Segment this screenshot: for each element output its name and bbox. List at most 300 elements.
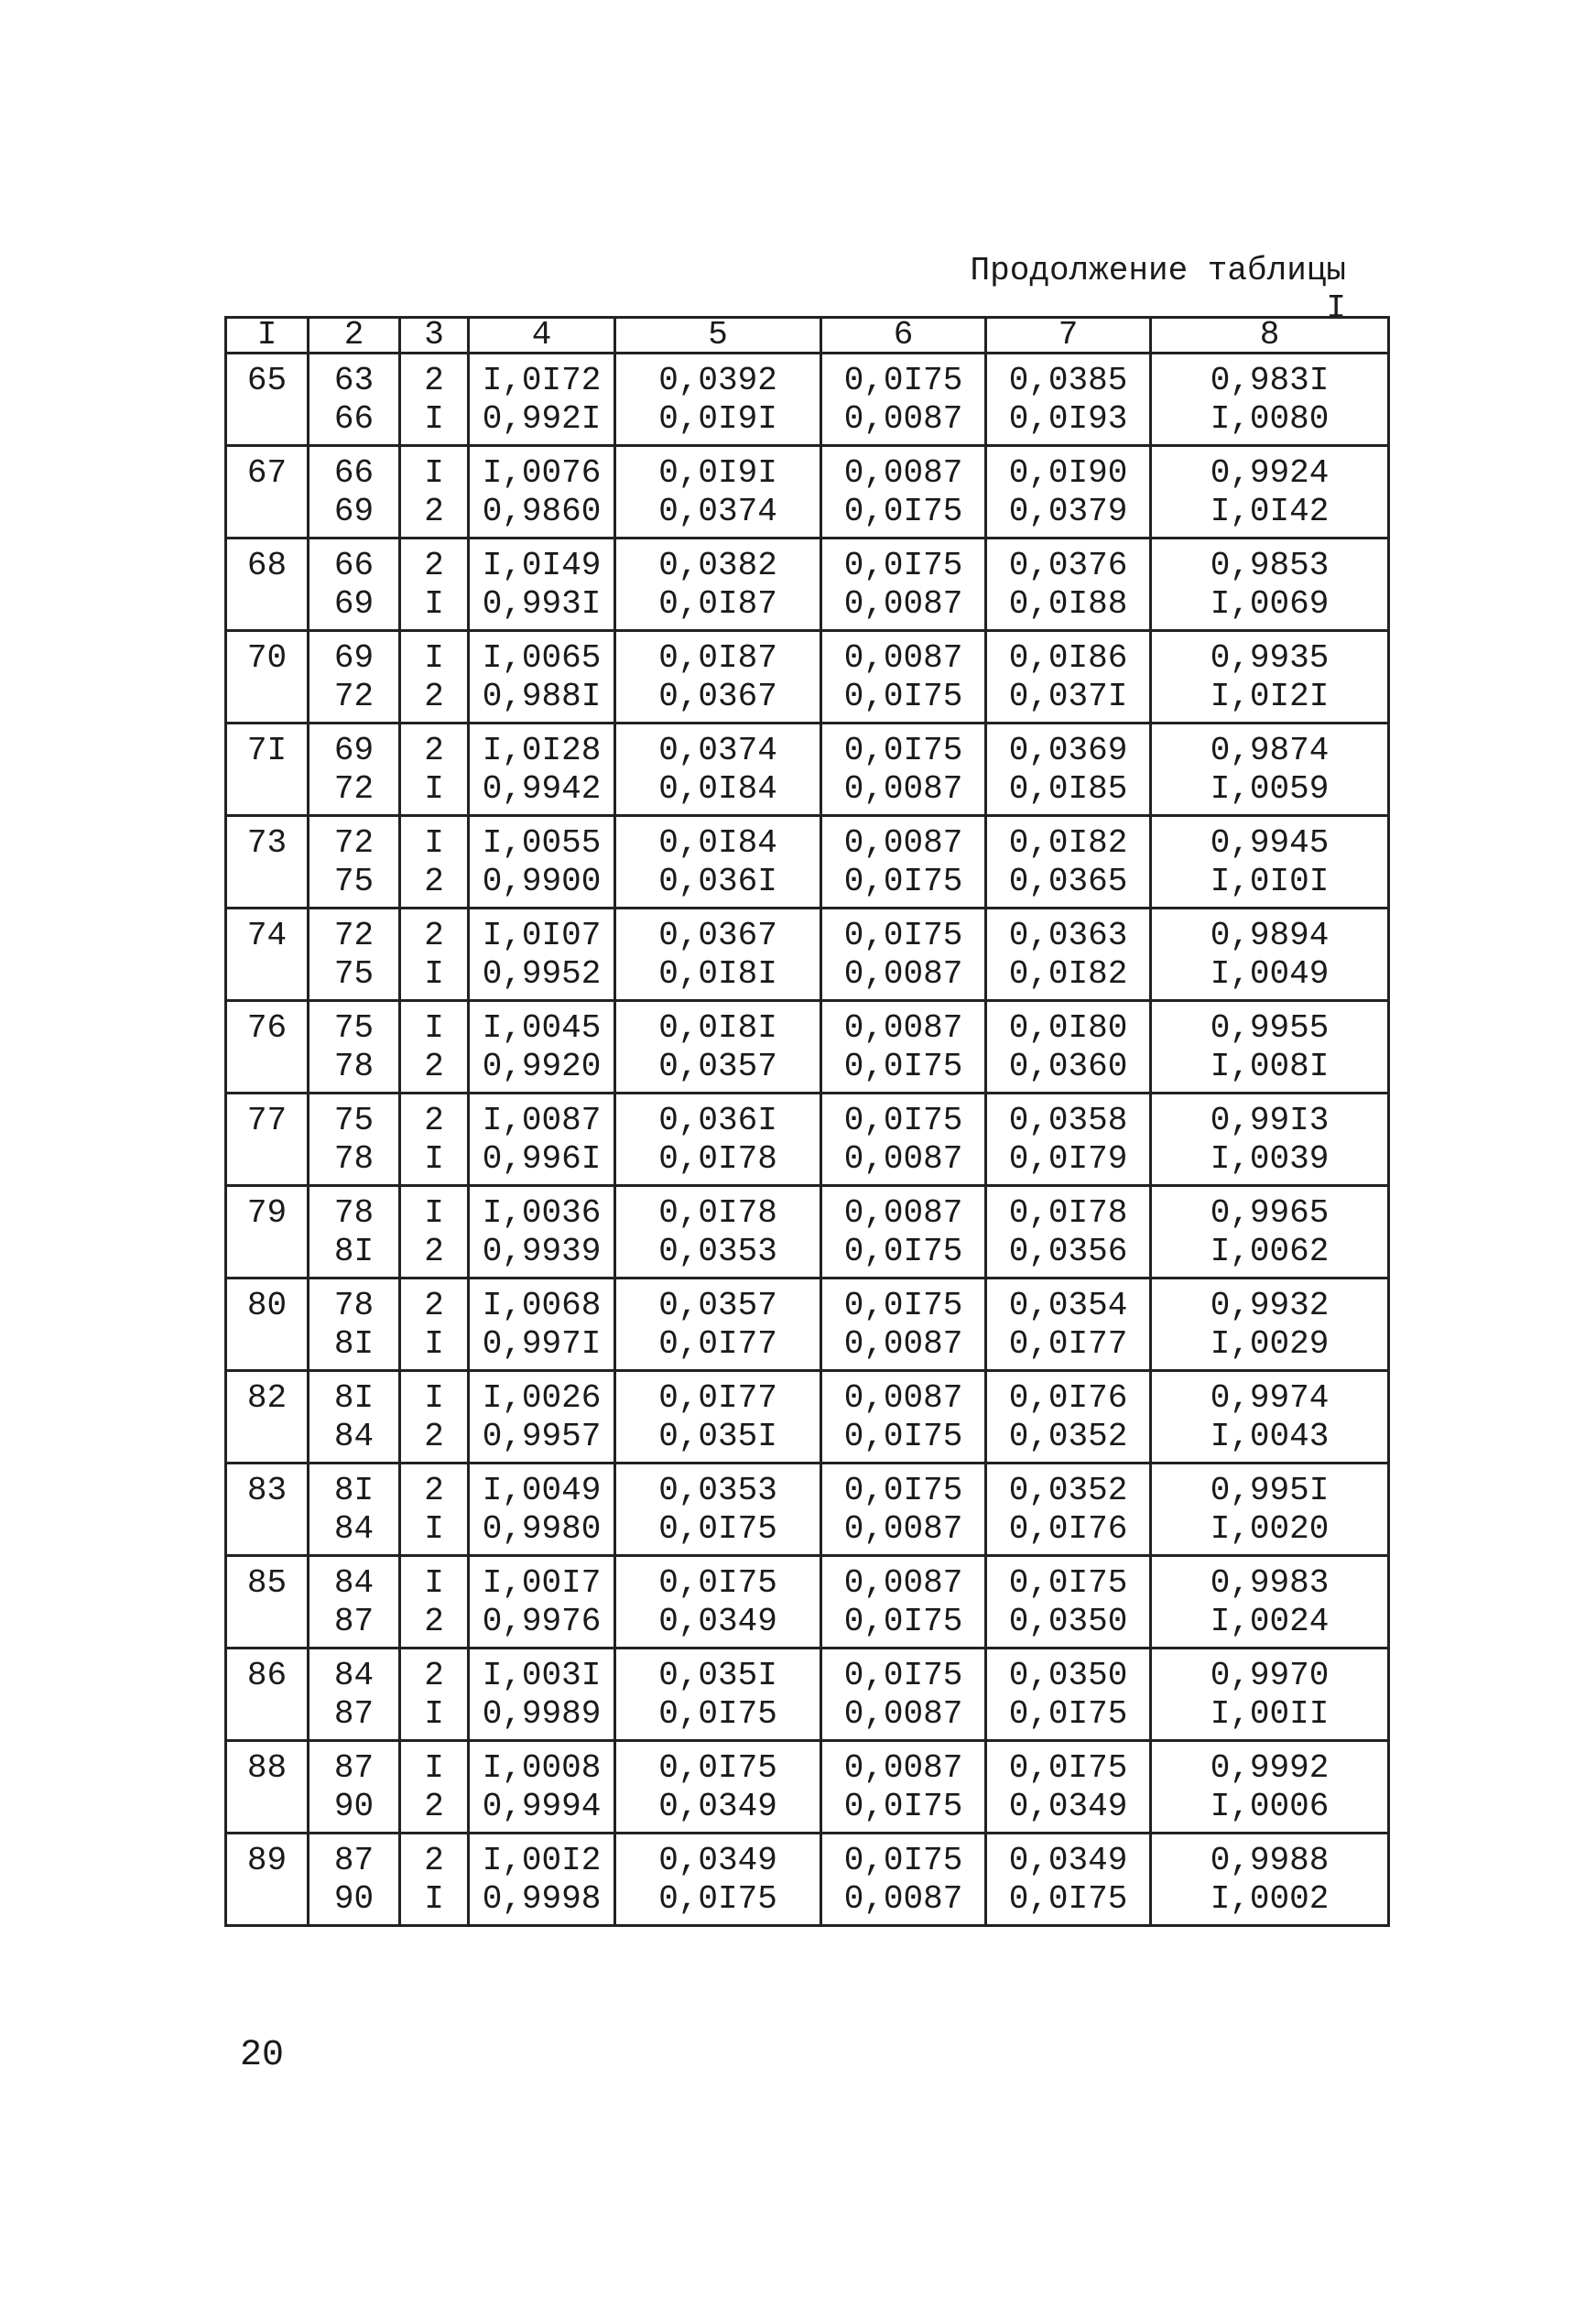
table-cell: [1151, 1001, 1389, 1094]
table-row: [226, 1649, 1389, 1741]
cell-value: 87: [333, 1842, 375, 1879]
table-cell: [986, 1186, 1151, 1279]
cell-value: I,0I72: [482, 362, 602, 399]
cell-value: 2: [424, 917, 444, 954]
cell-value: 90: [333, 1788, 375, 1825]
table-cell: [986, 1649, 1151, 1741]
cell-value: 0,0I75: [843, 1048, 963, 1085]
cell-value: 66: [333, 454, 375, 492]
cell-value: 0,0I82: [1008, 824, 1128, 862]
table-cell: [469, 1464, 615, 1556]
group-id-cell: 79: [226, 1186, 309, 1279]
cell-value: 0,0349: [1008, 1788, 1128, 1825]
cell-value: 0,037I: [1008, 678, 1128, 715]
table-cell: [309, 1371, 400, 1464]
table-cell: [469, 539, 615, 631]
table-cell: [309, 1186, 400, 1279]
cell-value: 0,0I75: [843, 1102, 963, 1139]
cell-value: 0,0353: [658, 1472, 777, 1509]
table-cell: [400, 1279, 469, 1371]
cell-value: 0,0I77: [1008, 1325, 1128, 1363]
cell-value: 87: [333, 1603, 375, 1640]
table-cell: [400, 1186, 469, 1279]
table-cell: [821, 354, 986, 446]
cell-value: 0,0I75: [843, 863, 963, 900]
cell-value: I,00II: [1210, 1695, 1330, 1733]
cell-value: 0,035I: [658, 1418, 777, 1455]
cell-value: I: [424, 1140, 444, 1178]
cell-value: 0,0087: [843, 1695, 963, 1733]
cell-value: 0,0I75: [843, 1233, 963, 1270]
table-cell: [821, 1186, 986, 1279]
cell-value: 0,9860: [482, 493, 602, 530]
cell-value: 0,0087: [843, 824, 963, 862]
table-cell: [1151, 1371, 1389, 1464]
table-cell: [986, 909, 1151, 1001]
table-cell: [615, 1001, 821, 1094]
cell-value: I,0062: [1210, 1233, 1330, 1270]
cell-value: I,0026: [482, 1379, 602, 1417]
cell-value: 0,0356: [1008, 1233, 1128, 1270]
table-cell: [821, 1834, 986, 1926]
cell-value: 87: [333, 1749, 375, 1787]
table-cell: [309, 1556, 400, 1649]
cell-value: 0,0385: [1008, 362, 1128, 399]
cell-value: 84: [333, 1510, 375, 1548]
table-cell: [400, 909, 469, 1001]
cell-value: 0,0I75: [843, 1842, 963, 1879]
header-cell: 5: [615, 318, 821, 354]
cell-value: 66: [333, 547, 375, 584]
table-cell: [986, 539, 1151, 631]
table-row: [226, 1186, 1389, 1279]
cell-value: 0,0I75: [843, 917, 963, 954]
table-cell: [1151, 1556, 1389, 1649]
table-cell: [986, 1094, 1151, 1186]
cell-value: 0,9900: [482, 863, 602, 900]
cell-value: 0,0352: [1008, 1472, 1128, 1509]
table-cell: [469, 1094, 615, 1186]
cell-value: 72: [333, 678, 375, 715]
table-cell: [309, 1094, 400, 1186]
cell-value: 0,0I8I: [658, 1009, 777, 1047]
cell-value: 0,0I77: [658, 1379, 777, 1417]
cell-value: 2: [424, 547, 444, 584]
table-cell: [469, 1371, 615, 1464]
header-cell: 8: [1151, 318, 1389, 354]
cell-value: 0,0I82: [1008, 955, 1128, 993]
table-row: [226, 1834, 1389, 1926]
cell-value: I: [424, 1510, 444, 1548]
table-row: [226, 1001, 1389, 1094]
cell-value: I: [424, 1564, 444, 1602]
cell-value: 84: [333, 1657, 375, 1694]
cell-value: 0,0I87: [658, 639, 777, 677]
cell-value: 0,0087: [843, 1564, 963, 1602]
cell-value: 2: [424, 863, 444, 900]
cell-value: 0,0I75: [658, 1749, 777, 1787]
header-row: [226, 318, 1389, 354]
cell-value: I,00I7: [482, 1564, 602, 1602]
table-cell: [469, 1279, 615, 1371]
cell-value: I: [424, 955, 444, 993]
table-cell: [400, 1464, 469, 1556]
cell-value: 0,0I75: [843, 1788, 963, 1825]
table-cell: [615, 1371, 821, 1464]
cell-value: 0,9970: [1210, 1657, 1330, 1694]
cell-value: 0,0I75: [658, 1510, 777, 1548]
table-cell: [986, 1556, 1151, 1649]
table-cell: [1151, 1834, 1389, 1926]
table-cell: [986, 631, 1151, 724]
cell-value: 0,9924: [1210, 454, 1330, 492]
table-cell: [469, 1186, 615, 1279]
cell-value: 72: [333, 824, 375, 862]
cell-value: I: [424, 770, 444, 808]
table-cell: [615, 816, 821, 909]
cell-value: 0,0363: [1008, 917, 1128, 954]
table-cell: [309, 909, 400, 1001]
table-cell: [400, 1094, 469, 1186]
cell-value: 0,9998: [482, 1880, 602, 1918]
table-cell: [400, 816, 469, 909]
table-cell: [400, 1741, 469, 1834]
cell-value: 0,0I75: [843, 1657, 963, 1694]
cell-value: I,0I49: [482, 547, 602, 584]
cell-value: 0,0087: [843, 400, 963, 438]
table-cell: [469, 1741, 615, 1834]
cell-value: 0,0I75: [843, 1418, 963, 1455]
table-cell: [615, 631, 821, 724]
cell-value: 2: [424, 678, 444, 715]
table-row: [226, 1094, 1389, 1186]
table-cell: [309, 354, 400, 446]
cell-value: 0,0I75: [658, 1564, 777, 1602]
cell-value: 0,9942: [482, 770, 602, 808]
cell-value: 0,0I78: [658, 1140, 777, 1178]
table-cell: [469, 909, 615, 1001]
table-cell: [615, 1649, 821, 1741]
group-id-cell: 73: [226, 816, 309, 909]
table-cell: [309, 539, 400, 631]
table-cell: [615, 446, 821, 539]
table-cell: [400, 446, 469, 539]
cell-value: 0,0365: [1008, 863, 1128, 900]
cell-value: 0,0I75: [658, 1695, 777, 1733]
table-cell: [469, 631, 615, 724]
table-cell: [615, 724, 821, 816]
cell-value: I,0065: [482, 639, 602, 677]
cell-value: 0,9988: [1210, 1842, 1330, 1879]
cell-value: 0,0I8I: [658, 955, 777, 993]
table-row: [226, 1556, 1389, 1649]
table-cell: [615, 909, 821, 1001]
table-cell: [821, 539, 986, 631]
table-row: [226, 909, 1389, 1001]
cell-value: I: [424, 1695, 444, 1733]
table-cell: [400, 354, 469, 446]
header-cell: 3: [400, 318, 469, 354]
table-row: [226, 724, 1389, 816]
cell-value: 0,0I9I: [658, 400, 777, 438]
cell-value: 0,0I90: [1008, 454, 1128, 492]
table-cell: [615, 1094, 821, 1186]
cell-value: 0,0087: [843, 1009, 963, 1047]
table-cell: [821, 1464, 986, 1556]
cell-value: I,0I0I: [1210, 863, 1330, 900]
cell-value: 2: [424, 1418, 444, 1455]
table-cell: [986, 1464, 1151, 1556]
cell-value: 0,9935: [1210, 639, 1330, 677]
cell-value: 0,0350: [1008, 1657, 1128, 1694]
cell-value: 0,0087: [843, 585, 963, 623]
table-cell: [309, 1464, 400, 1556]
group-id-cell: 77: [226, 1094, 309, 1186]
cell-value: 2: [424, 493, 444, 530]
cell-value: 0,0I75: [843, 547, 963, 584]
cell-value: 0,0353: [658, 1233, 777, 1270]
cell-value: 0,0I78: [658, 1194, 777, 1232]
cell-value: 0,0I75: [658, 1880, 777, 1918]
table-cell: [309, 816, 400, 909]
cell-value: I: [424, 454, 444, 492]
table-cell: [821, 1741, 986, 1834]
cell-value: I: [424, 400, 444, 438]
cell-value: 0,0087: [843, 955, 963, 993]
cell-value: 0,035I: [658, 1657, 777, 1694]
cell-value: 69: [333, 493, 375, 530]
cell-value: 0,9989: [482, 1695, 602, 1733]
table-caption: Продолжение таблицы I: [970, 252, 1346, 327]
cell-value: 78: [333, 1194, 375, 1232]
table-cell: [821, 631, 986, 724]
cell-value: 0,0382: [658, 547, 777, 584]
cell-value: 0,0I75: [843, 1472, 963, 1509]
cell-value: 75: [333, 955, 375, 993]
cell-value: I,0I42: [1210, 493, 1330, 530]
table-cell: [309, 1834, 400, 1926]
cell-value: 2: [424, 1603, 444, 1640]
cell-value: 63: [333, 362, 375, 399]
cell-value: 0,9994: [482, 1788, 602, 1825]
cell-value: 0,0087: [843, 1140, 963, 1178]
table-cell: [469, 1556, 615, 1649]
cell-value: 0,0357: [658, 1048, 777, 1085]
cell-value: 0,0I75: [843, 1287, 963, 1324]
header-cell: 4: [469, 318, 615, 354]
cell-value: 0,9920: [482, 1048, 602, 1085]
cell-value: 0,9952: [482, 955, 602, 993]
cell-value: 0,0I87: [658, 585, 777, 623]
table-cell: [469, 724, 615, 816]
table-cell: [821, 1649, 986, 1741]
table-cell: [986, 354, 1151, 446]
table-cell: [400, 1001, 469, 1094]
table-cell: [1151, 909, 1389, 1001]
cell-value: 0,9957: [482, 1418, 602, 1455]
cell-value: 0,0374: [658, 493, 777, 530]
table-cell: [986, 446, 1151, 539]
cell-value: I,0039: [1210, 1140, 1330, 1178]
cell-value: 0,0087: [843, 1880, 963, 1918]
cell-value: 0,0I88: [1008, 585, 1128, 623]
group-id-cell: 74: [226, 909, 309, 1001]
cell-value: I,0036: [482, 1194, 602, 1232]
table-cell: [1151, 354, 1389, 446]
table-cell: [821, 1001, 986, 1094]
cell-value: 78: [333, 1140, 375, 1178]
cell-value: 2: [424, 1788, 444, 1825]
cell-value: I,0008: [482, 1749, 602, 1787]
cell-value: 2: [424, 362, 444, 399]
cell-value: 0,0367: [658, 678, 777, 715]
table-row: [226, 446, 1389, 539]
table-cell: [821, 1279, 986, 1371]
cell-value: 0,036I: [658, 863, 777, 900]
cell-value: 0,0I75: [843, 678, 963, 715]
table-cell: [615, 354, 821, 446]
cell-value: 0,0I79: [1008, 1140, 1128, 1178]
group-id-cell: 7I: [226, 724, 309, 816]
cell-value: 2: [424, 1048, 444, 1085]
cell-value: I,0006: [1210, 1788, 1330, 1825]
cell-value: 0,9965: [1210, 1194, 1330, 1232]
cell-value: 0,0349: [1008, 1842, 1128, 1879]
cell-value: I: [424, 1749, 444, 1787]
cell-value: 0,9874: [1210, 732, 1330, 769]
table-cell: [821, 1094, 986, 1186]
cell-value: 69: [333, 732, 375, 769]
cell-value: 0,0I75: [843, 362, 963, 399]
cell-value: 84: [333, 1564, 375, 1602]
cell-value: 0,0I78: [1008, 1194, 1128, 1232]
table-cell: [1151, 1094, 1389, 1186]
table-cell: [821, 446, 986, 539]
cell-value: 8I: [333, 1472, 375, 1509]
group-id-cell: 85: [226, 1556, 309, 1649]
cell-value: 0,0087: [843, 1325, 963, 1363]
table-cell: [1151, 1186, 1389, 1279]
cell-value: I,0087: [482, 1102, 602, 1139]
cell-value: I,0024: [1210, 1603, 1330, 1640]
cell-value: 2: [424, 732, 444, 769]
cell-value: I,0076: [482, 454, 602, 492]
table-cell: [400, 1834, 469, 1926]
cell-value: I,00I2: [482, 1842, 602, 1879]
cell-value: 0,0I86: [1008, 639, 1128, 677]
cell-value: I: [424, 1880, 444, 1918]
cell-value: 8I: [333, 1233, 375, 1270]
cell-value: I,0I28: [482, 732, 602, 769]
cell-value: I,0080: [1210, 400, 1330, 438]
cell-value: 0,0I76: [1008, 1379, 1128, 1417]
header-cell: 7: [986, 318, 1151, 354]
cell-value: 72: [333, 770, 375, 808]
group-id-cell: 89: [226, 1834, 309, 1926]
cell-value: 0,0I75: [843, 493, 963, 530]
cell-value: 0,0087: [843, 1510, 963, 1548]
table-cell: [400, 1371, 469, 1464]
table-row: [226, 1464, 1389, 1556]
table-cell: [1151, 1279, 1389, 1371]
cell-value: I,0045: [482, 1009, 602, 1047]
cell-value: I,0068: [482, 1287, 602, 1324]
cell-value: I,0069: [1210, 585, 1330, 623]
cell-value: 0,995I: [1210, 1472, 1330, 1509]
table-cell: [615, 1834, 821, 1926]
cell-value: 2: [424, 1102, 444, 1139]
group-id-cell: 88: [226, 1741, 309, 1834]
cell-value: 0,0I84: [658, 824, 777, 862]
table-cell: [309, 446, 400, 539]
table-cell: [986, 1741, 1151, 1834]
cell-value: I,0043: [1210, 1418, 1330, 1455]
table-cell: [986, 1001, 1151, 1094]
table-cell: [1151, 539, 1389, 631]
cell-value: 0,0087: [843, 1194, 963, 1232]
cell-value: 0,983I: [1210, 362, 1330, 399]
cell-value: 0,997I: [482, 1325, 602, 1363]
cell-value: 0,9976: [482, 1603, 602, 1640]
cell-value: 0,0I85: [1008, 770, 1128, 808]
group-id-cell: 67: [226, 446, 309, 539]
cell-value: 0,0349: [658, 1603, 777, 1640]
group-id-cell: 65: [226, 354, 309, 446]
cell-value: 0,0360: [1008, 1048, 1128, 1085]
cell-value: I,0055: [482, 824, 602, 862]
cell-value: 0,0350: [1008, 1603, 1128, 1640]
cell-value: 0,0369: [1008, 732, 1128, 769]
table-cell: [615, 1464, 821, 1556]
table-cell: [821, 816, 986, 909]
cell-value: 0,0I77: [658, 1325, 777, 1363]
table-cell: [309, 1279, 400, 1371]
cell-value: I,003I: [482, 1657, 602, 1694]
table-cell: [400, 539, 469, 631]
table-cell: [1151, 1649, 1389, 1741]
table-cell: [986, 1834, 1151, 1926]
table-row: [226, 539, 1389, 631]
table-cell: [986, 816, 1151, 909]
table-cell: [469, 1649, 615, 1741]
cell-value: 0,0367: [658, 917, 777, 954]
table-cell: [615, 539, 821, 631]
cell-value: I,0002: [1210, 1880, 1330, 1918]
cell-value: 0,0087: [843, 1749, 963, 1787]
cell-value: 0,988I: [482, 678, 602, 715]
table-cell: [309, 1741, 400, 1834]
cell-value: 0,0374: [658, 732, 777, 769]
cell-value: 69: [333, 585, 375, 623]
cell-value: 2: [424, 1287, 444, 1324]
cell-value: 2: [424, 1233, 444, 1270]
table-cell: [615, 1741, 821, 1834]
cell-value: 0,9939: [482, 1233, 602, 1270]
cell-value: 0,0I93: [1008, 400, 1128, 438]
table-cell: [821, 1556, 986, 1649]
cell-value: 0,9894: [1210, 917, 1330, 954]
table-cell: [309, 631, 400, 724]
cell-value: 0,99I3: [1210, 1102, 1330, 1139]
data-table: [224, 316, 1390, 1927]
cell-value: 72: [333, 917, 375, 954]
cell-value: 0,0087: [843, 1379, 963, 1417]
table-cell: [400, 1556, 469, 1649]
cell-value: 0,0379: [1008, 493, 1128, 530]
cell-value: 0,992I: [482, 400, 602, 438]
cell-value: I,0049: [482, 1472, 602, 1509]
table-row: [226, 354, 1389, 446]
